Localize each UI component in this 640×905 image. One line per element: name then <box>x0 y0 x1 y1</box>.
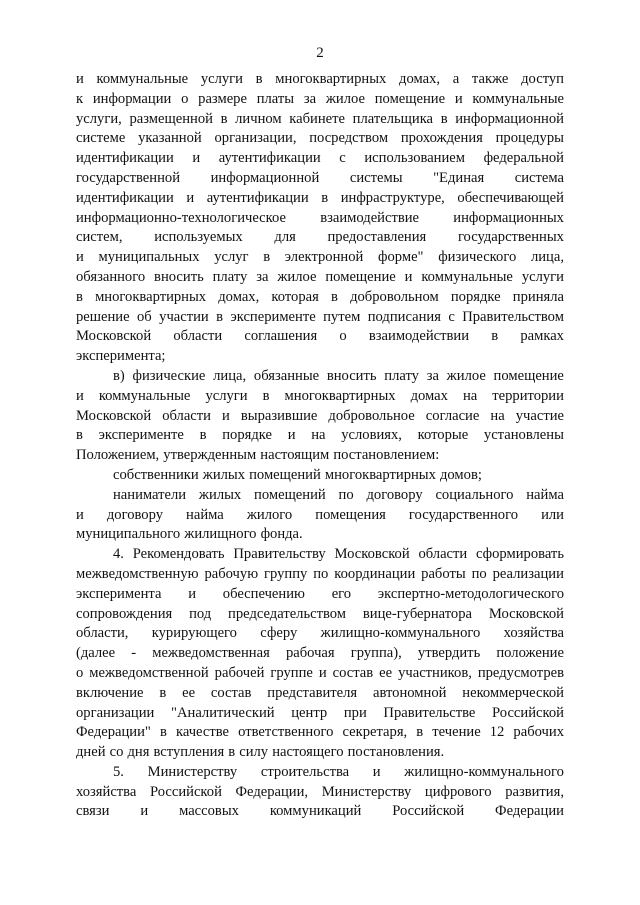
text-line: о межведомственной рабочей группе и состав ее участников, предусмотрев <box>76 664 564 681</box>
text-line: эксперимента и обеспечению его экспертно-методологического <box>76 585 564 602</box>
text-line: систем, используемых для предоставления государственных <box>76 229 564 246</box>
text-line: эксперимента; <box>76 348 166 365</box>
text-line: включение в ее состав представителя автономной некоммерческой <box>76 684 564 701</box>
text-line: 5. Министерству строительства и жилищно-коммунального <box>113 763 564 780</box>
text-line: организации "Аналитический центр при Правительстве Российской <box>76 704 564 721</box>
text-line: области, курирующего сферу жилищно-коммунального хозяйства <box>76 625 564 642</box>
page-number: 2 <box>316 45 324 61</box>
text-line: собственники жилых помещений многоквартирных домов; <box>113 466 482 483</box>
text-line: и коммунальные услуги в многоквартирных домах, а также доступ <box>76 71 564 87</box>
text-line: в) физические лица, обязанные вносить плату за жилое помещение <box>113 367 564 384</box>
text-line: 4. Рекомендовать Правительству Московской области сформировать <box>113 546 564 563</box>
document-body <box>76 70 564 822</box>
text-line: муниципального жилищного фонда. <box>76 526 303 543</box>
text-line: и коммунальные услуги в многоквартирных домах на территории <box>76 387 564 404</box>
text-line: связи и массовых коммуникаций Российской Федерации <box>76 803 564 820</box>
text-line: идентификации и аутентификации с использованием федеральной <box>76 150 564 167</box>
text-line: в эксперименте в порядке и на условиях, которые установлены <box>76 427 564 444</box>
text-line: и договору найма жилого помещения государственного или <box>76 506 564 523</box>
text-line: информационно-технологическое взаимодействие информационных <box>76 209 564 226</box>
text-line: к информации о размере платы за жилое помещение и коммунальные <box>76 90 564 107</box>
text-line: Положением, утвержденным настоящим постановлением: <box>76 447 440 464</box>
text-line: Московской области соглашения о взаимодействии в рамках <box>76 328 564 345</box>
text-line: решение об участии в эксперименте путем подписания с Правительством <box>76 308 564 325</box>
text-line: и муниципальных услуг в электронной форме" физического лица, <box>76 249 564 266</box>
text-line: услуги, размещенной в личном кабинете плательщика в информационной <box>76 110 564 127</box>
text-line: Московской области и выразившие добровольное согласие на участие <box>76 407 564 424</box>
text-line: Федерации" в качестве ответственного секретаря, в течение 12 рабочих <box>76 724 564 741</box>
text-line: в многоквартирных домах, которая в добровольном порядке приняла <box>76 288 564 305</box>
text-line: идентификации и аутентификации в инфраструктуре, обеспечивающей <box>76 189 564 206</box>
text-line: (далее - межведомственная рабочая группа), утвердить положение <box>76 645 564 662</box>
text-line: системе указанной организации, посредством прохождения процедуры <box>76 130 564 147</box>
text-line: сопровождения под председательством вице-губернатора Московской <box>76 605 564 622</box>
text-line: межведомственную рабочую группу по координации работы по реализации <box>76 565 564 582</box>
text-line: наниматели жилых помещений по договору социального найма <box>113 486 564 503</box>
text-line: дней со дня вступления в силу настоящего постановления. <box>76 744 445 761</box>
text-line: обязанного вносить плату за жилое помещение и коммунальные услуги <box>76 268 564 285</box>
text-line: государственной информационной системы "Единая система <box>76 169 564 186</box>
text-line: хозяйства Российской Федерации, Министерству цифрового развития, <box>76 783 564 800</box>
